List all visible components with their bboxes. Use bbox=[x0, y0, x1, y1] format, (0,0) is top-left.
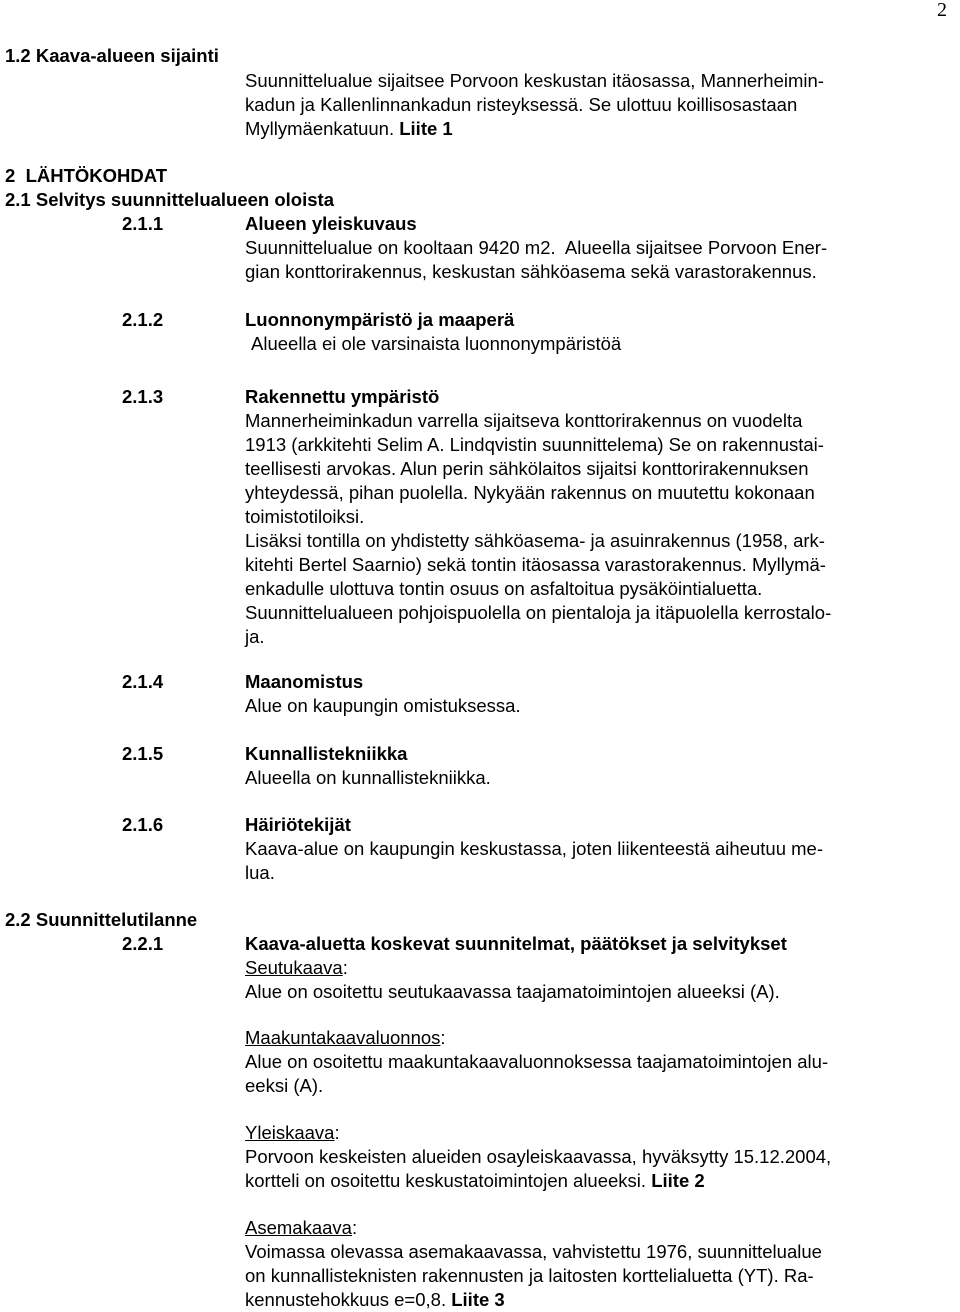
attachment-ref: Liite 3 bbox=[451, 1289, 505, 1310]
subsection-number: 2.1.4 bbox=[122, 671, 164, 692]
paragraph-line: Suunnittelualueen pohjoispuolella on pientaloja ja itäpuolella kerrostalo- bbox=[245, 602, 832, 623]
paragraph-line: kadun ja Kallenlinnankadun risteyksessä. Se ulottuu koillisosastaan bbox=[245, 94, 798, 115]
subsection-title: Alueen yleiskuvaus bbox=[245, 213, 417, 234]
paragraph-line bbox=[245, 117, 453, 141]
plan-label-yleiskaava: Yleiskaava: bbox=[245, 1122, 340, 1143]
paragraph-line: gian konttorirakennus, keskustan sähköasema sekä varastorakennus. bbox=[245, 261, 817, 282]
paragraph-line: Alue on kaupungin omistuksessa. bbox=[245, 695, 521, 716]
paragraph-line: Voimassa olevassa asemakaavassa, vahvistettu 1976, suunnittelualue bbox=[245, 1241, 822, 1262]
section-heading-1-2: 1.2 Kaava-alueen sijainti bbox=[5, 45, 219, 66]
plan-label-asemakaava: Asemakaava: bbox=[245, 1217, 358, 1238]
paragraph-text: Myllymäenkatuun. bbox=[245, 118, 395, 139]
paragraph-line: Alueella ei ole varsinaista luonnonympäristöä bbox=[251, 333, 622, 354]
paragraph-line: toimistotiloiksi. bbox=[245, 506, 365, 527]
paragraph-line: Porvoon keskeisten alueiden osayleiskaavassa, hyväksytty 15.12.2004, bbox=[245, 1146, 832, 1167]
paragraph-line: on kunnallisteknisten rakennusten ja laitosten korttelialuetta (YT). Ra- bbox=[245, 1265, 814, 1286]
paragraph-line: 1913 (arkkitehti Selim A. Lindqvistin suunnittelema) Se on rakennustai- bbox=[245, 434, 824, 455]
paragraph-line: kitehti Bertel Saarnio) sekä tontin itäosassa varastorakennus. Myllymä- bbox=[245, 554, 826, 575]
paragraph-line: Suunnittelualue on kooltaan 9420 m2. Alueella sijaitsee Porvoon Ener- bbox=[245, 237, 828, 258]
subsection-number: 2.1.6 bbox=[122, 814, 164, 835]
section-heading-2-1: 2.1 Selvitys suunnittelualueen oloista bbox=[5, 189, 334, 210]
page-number: 2 bbox=[937, 0, 947, 21]
subsection-number: 2.1.1 bbox=[122, 213, 164, 234]
subsection-number: 2.1.5 bbox=[122, 743, 164, 764]
subsection-number: 2.2.1 bbox=[122, 933, 164, 954]
paragraph-line: Alueella on kunnallistekniikka. bbox=[245, 767, 491, 788]
paragraph-line: Lisäksi tontilla on yhdistetty sähköasema- ja asuinrakennus (1958, ark- bbox=[245, 530, 825, 551]
paragraph-line bbox=[245, 1169, 705, 1193]
attachment-ref: Liite 1 bbox=[399, 118, 453, 139]
subsection-title: Maanomistus bbox=[245, 671, 364, 692]
attachment-ref: Liite 2 bbox=[651, 1170, 705, 1191]
paragraph-line: eeksi (A). bbox=[245, 1075, 324, 1096]
paragraph-line: Alue on osoitettu maakuntakaavaluonnoksessa taajamatoimintojen alu- bbox=[245, 1051, 829, 1072]
paragraph-line: teellisesti arvokas. Alun perin sähkölaitos sijaitsi konttorirakennuksen bbox=[245, 458, 809, 479]
subsection-title: Kunnallistekniikka bbox=[245, 743, 408, 764]
paragraph-text: kennustehokkuus e=0,8. bbox=[245, 1289, 447, 1310]
paragraph-line: Alue on osoitettu seutukaavassa taajamatoimintojen alueeksi (A). bbox=[245, 981, 780, 1002]
plan-label-seutukaava: Seutukaava: bbox=[245, 957, 348, 978]
paragraph-line: lua. bbox=[245, 862, 275, 883]
paragraph-line: Mannerheiminkadun varrella sijaitseva konttorirakennus on vuodelta bbox=[245, 410, 803, 431]
paragraph-line: yhteydessä, pihan puolella. Nykyään rakennus on muutettu kokonaan bbox=[245, 482, 815, 503]
paragraph-text: kortteli on osoitettu keskustatoimintojen alueeksi. bbox=[245, 1170, 647, 1191]
paragraph-line bbox=[245, 1288, 505, 1312]
plan-label-text: Asemakaava bbox=[245, 1217, 352, 1238]
subsection-number: 2.1.2 bbox=[122, 309, 164, 330]
subsection-title: Häiriötekijät bbox=[245, 814, 351, 835]
plan-label-maakuntakaava: Maakuntakaavaluonnos: bbox=[245, 1027, 446, 1048]
paragraph-line: ja. bbox=[245, 626, 265, 647]
plan-label-text: Maakuntakaavaluonnos bbox=[245, 1027, 441, 1048]
subsection-title: Luonnonympäristö ja maaperä bbox=[245, 309, 515, 330]
subsection-title: Rakennettu ympäristö bbox=[245, 386, 440, 407]
plan-label-text: Yleiskaava bbox=[245, 1122, 335, 1143]
plan-label-text: Seutukaava bbox=[245, 957, 343, 978]
subsection-title: Kaava-aluetta koskevat suunnitelmat, päätökset ja selvitykset bbox=[245, 933, 787, 954]
paragraph-line: Suunnittelualue sijaitsee Porvoon keskustan itäosassa, Mannerheimin- bbox=[245, 70, 824, 91]
paragraph-line: Kaava-alue on kaupungin keskustassa, joten liikenteestä aiheutuu me- bbox=[245, 838, 823, 859]
paragraph-line: enkadulle ulottuva tontin osuus on asfaltoitua pysäköintialuetta. bbox=[245, 578, 763, 599]
subsection-number: 2.1.3 bbox=[122, 386, 164, 407]
section-heading-2-2: 2.2 Suunnittelutilanne bbox=[5, 909, 198, 930]
chapter-heading: 2 LÄHTÖKOHDAT bbox=[5, 165, 168, 186]
